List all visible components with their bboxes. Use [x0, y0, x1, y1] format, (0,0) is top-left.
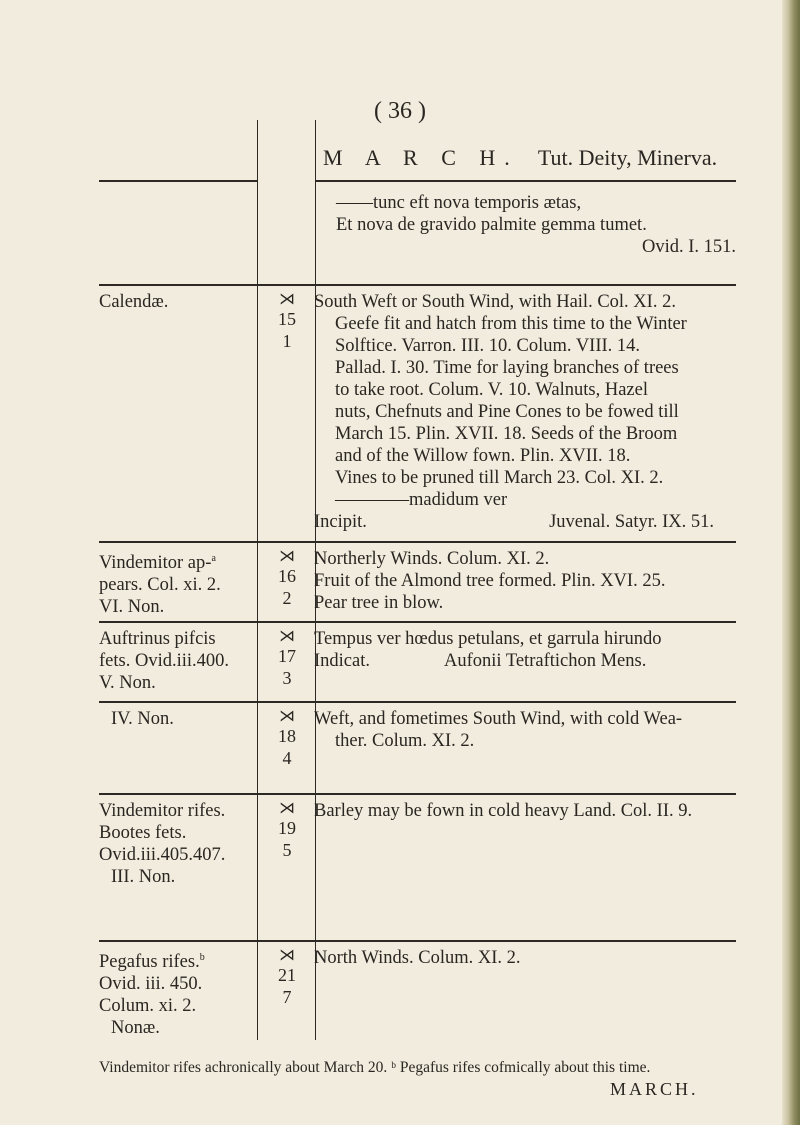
- row-right-text: North Winds. Colum. XI. 2.: [314, 948, 521, 968]
- row-rule: [99, 541, 736, 543]
- row-day-numbers: ⋊ 15 1: [257, 291, 317, 352]
- page-number: ( 36 ): [374, 98, 426, 124]
- row-rule: [315, 180, 736, 182]
- row-day-numbers: ⋊ 21 7: [257, 947, 317, 1008]
- month-title: M A R C H.: [323, 145, 519, 170]
- pisces-sign-icon: ⋊: [279, 291, 295, 308]
- row-rule: [99, 621, 736, 623]
- row-left-text: Vindemitor ap-$^a$ pears. Col. xi. 2. VI. Non.: [99, 553, 221, 618]
- row-day-numbers: ⋊ 19 5: [257, 800, 317, 861]
- pisces-sign-icon: ⋊: [279, 800, 295, 817]
- row-left-text: Pegafus rifes.$^b$ Ovid. iii. 450. Colum. xi. 2. Nonæ.: [99, 952, 205, 1039]
- pisces-sign-icon: ⋊: [279, 548, 295, 565]
- row-rule: [99, 701, 736, 703]
- row-right-text: South Weft or South Wind, with Hail. Col. XI. 2. Geefe fit and hatch from this time to the Winter Solftice. Varron. III. 10. Colum. VIII. 14. Pallad. I. 30. Time for laying branches of trees to take root. Colum. V. 10. Walnuts, Hazel nuts, Chefnuts and Pine Cones to be fowed till March 15. Plin. XVII. 18. Seeds of the Broom and of the Willow fown. Plin. XVII. 18. Vines to be pruned till March 23. Col. XI. 2. ————madidum ver Incipit. Juvenal. Satyr. IX. 51.: [314, 292, 714, 532]
- row-day-numbers: ⋊ 18 4: [257, 708, 317, 769]
- row-rule: [99, 180, 257, 182]
- row-right-text: Tempus ver hœdus petulans, et garrula hirundo Indicat. Aufonii Tetraftichon Mens.: [314, 629, 662, 671]
- page-edge: [782, 0, 800, 1125]
- row-day-numbers: ⋊ 16 2: [257, 548, 317, 609]
- row-rule: [99, 940, 736, 942]
- row-right-text: Barley may be fown in cold heavy Land. Col. II. 9.: [314, 801, 693, 821]
- tutelary-deity: Tut. Deity, Minerva.: [537, 145, 718, 170]
- row-left-text: Calendæ.: [99, 292, 169, 312]
- row-rule: [99, 284, 736, 286]
- row-left-text: Auftrinus pifcis fets. Ovid.iii.400. V. Non.: [99, 629, 230, 693]
- pisces-sign-icon: ⋊: [279, 708, 295, 725]
- epigraph-line: Et nova de gravido palmite gemma tumet.: [336, 215, 647, 235]
- row-left-text: Vindemitor rifes. Bootes fets. Ovid.iii.405.407. III. Non.: [99, 801, 226, 887]
- epigraph-citation: Ovid. I. 151.: [641, 237, 736, 257]
- pisces-sign-icon: ⋊: [279, 628, 295, 645]
- row-right-text: Northerly Winds. Colum. XI. 2. Fruit of the Almond tree formed. Plin. XVI. 25. Pear tree in blow.: [314, 549, 666, 613]
- footnote: Vindemitor rifes achronically about March 20. ᵇ Pegafus rifes cofmically about this time.: [99, 1059, 651, 1076]
- row-rule: [99, 793, 736, 795]
- row-right-text: Weft, and fometimes South Wind, with cold Wea- ther. Colum. XI. 2.: [314, 709, 683, 751]
- epigraph-line: ——tunc eft nova temporis ætas,: [336, 193, 582, 213]
- month-header: [323, 145, 717, 171]
- catchword: MARCH.: [610, 1079, 699, 1099]
- row-left-text: IV. Non.: [111, 709, 174, 729]
- epigraph: [336, 192, 736, 258]
- pisces-sign-icon: ⋊: [279, 947, 295, 964]
- row-day-numbers: ⋊ 17 3: [257, 628, 317, 689]
